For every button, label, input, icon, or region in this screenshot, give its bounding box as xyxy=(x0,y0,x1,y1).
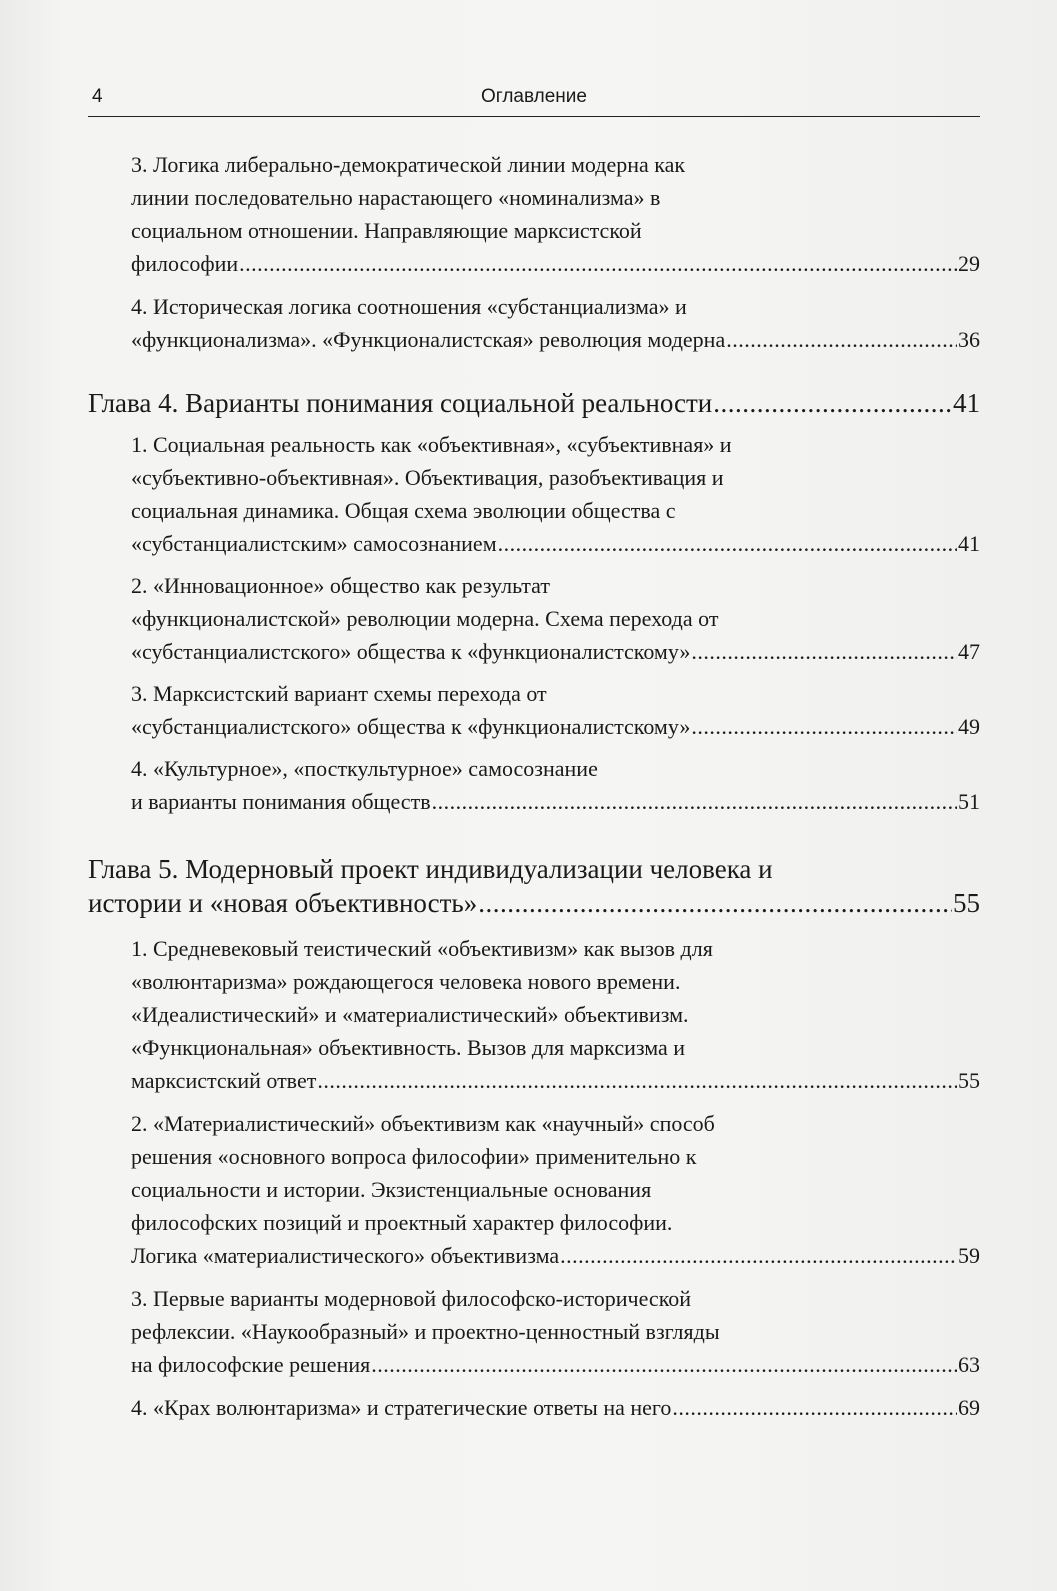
toc-entry-line: «субстанциалистского» общества к «функционалистскому» xyxy=(131,714,691,739)
toc-leader-row xyxy=(88,386,980,420)
dot-leader xyxy=(560,1239,957,1272)
toc-page-number: 36 xyxy=(958,327,980,352)
toc-page-number: 55 xyxy=(953,888,980,918)
toc-page-number: 41 xyxy=(958,531,980,556)
toc-section-entry[interactable] xyxy=(131,569,980,668)
toc-entry-line: «Функциональная» объективность. Вызов для марксизма и xyxy=(131,1035,686,1060)
toc-section-entry[interactable] xyxy=(131,752,980,818)
toc-entry-line: социальном отношении. Направляющие марксистской xyxy=(131,218,642,243)
toc-entry-line: линии последовательно нарастающего «номинализма» в xyxy=(131,185,661,210)
toc-entry-line: 4. Историческая логика соотношения «субстанциализма» и xyxy=(131,294,687,319)
toc-leader-row xyxy=(131,323,980,356)
toc-entry-line: и варианты понимания обществ xyxy=(131,789,431,814)
running-title: Оглавление xyxy=(481,86,587,107)
toc-leader-row xyxy=(131,247,980,280)
toc-entry-line: «субстанциалистским» самосознанием xyxy=(131,531,497,556)
toc-leader-row xyxy=(131,527,980,560)
toc-entry-line: «функционалистской» революции модерна. Схема перехода от xyxy=(131,606,719,631)
toc-entry-line: социальности и истории. Экзистенциальные основания xyxy=(131,1177,652,1202)
toc-section-entry[interactable] xyxy=(131,428,980,560)
toc-leader-row xyxy=(131,1391,980,1424)
toc-entry-line: истории и «новая объективность» xyxy=(88,888,478,918)
toc-entry-line: рефлексии. «Наукообразный» и проектно-ценностный взгляды xyxy=(131,1319,720,1344)
toc-section-entry[interactable] xyxy=(131,1391,980,1424)
toc-section-entry[interactable] xyxy=(131,1282,980,1381)
toc-section-entry[interactable] xyxy=(131,148,980,280)
toc-entry-line: 3. Логика либерально-демократической линии модерна как xyxy=(131,152,686,177)
toc-page-number: 47 xyxy=(958,639,980,664)
toc-section-entry[interactable] xyxy=(131,932,980,1097)
toc-page-number: 29 xyxy=(958,251,980,276)
toc-entry-line: 3. Первые варианты модерновой философско-исторической xyxy=(131,1286,692,1311)
toc-entry-line: «волюнтаризма» рождающегося человека нового времени. xyxy=(131,969,681,994)
toc-page-number: 51 xyxy=(958,789,980,814)
toc-entry-line: Логика «материалистического» объективизма xyxy=(131,1243,560,1268)
toc-entry-line: 4. «Культурное», «посткультурное» самосознание xyxy=(131,756,598,781)
toc-entry-line: 3. Марксистский вариант схемы перехода от xyxy=(131,681,547,706)
dot-leader xyxy=(726,323,957,356)
dot-leader xyxy=(691,710,957,743)
toc-entry-line: Глава 5. Модерновый проект индивидуализации человека и xyxy=(88,854,773,884)
toc-page-number: 41 xyxy=(953,388,980,418)
toc-entry-line: 2. «Материалистический» объективизм как «научный» способ xyxy=(131,1111,715,1136)
dot-leader xyxy=(239,247,957,280)
page-number: 4 xyxy=(92,86,103,107)
toc-entry-line: 4. «Крах волюнтаризма» и стратегические ответы на него xyxy=(131,1395,672,1420)
dot-leader xyxy=(672,1391,957,1424)
toc-chapter-entry[interactable] xyxy=(88,852,980,920)
toc-entry-line: 1. Социальная реальность как «объективная», «субъективная» и xyxy=(131,432,732,457)
table-of-contents xyxy=(88,148,980,1424)
toc-leader-row xyxy=(88,886,980,920)
toc-leader-row xyxy=(131,1064,980,1097)
toc-page-number: 55 xyxy=(958,1068,980,1093)
toc-entry-line: 1. Средневековый теистический «объективизм» как вызов для xyxy=(131,936,713,961)
toc-leader-row xyxy=(131,785,980,818)
toc-section-entry[interactable] xyxy=(131,1107,980,1272)
toc-entry-line: на философские решения xyxy=(131,1352,371,1377)
toc-entry-line: «Идеалистический» и «материалистический» объективизм. xyxy=(131,1002,689,1027)
toc-entry-line: решения «основного вопроса философии» применительно к xyxy=(131,1144,697,1169)
toc-leader-row xyxy=(131,1348,980,1381)
toc-entry-line: «субстанциалистского» общества к «функционалистскому» xyxy=(131,639,691,664)
toc-entry-line: социальная динамика. Общая схема эволюции общества с xyxy=(131,498,676,523)
toc-entry-line: философских позиций и проектный характер философии. xyxy=(131,1210,673,1235)
toc-page-number: 49 xyxy=(958,714,980,739)
dot-leader xyxy=(498,527,957,560)
dot-leader xyxy=(713,386,952,420)
dot-leader xyxy=(432,785,957,818)
toc-entry-line: «функционализма». «Функционалистская» революция модерна xyxy=(131,327,726,352)
dot-leader xyxy=(691,635,957,668)
toc-page-number: 63 xyxy=(958,1352,980,1377)
toc-page-number: 59 xyxy=(958,1243,980,1268)
toc-leader-row xyxy=(131,635,980,668)
dot-leader xyxy=(478,886,952,920)
toc-entry-line: марксистский ответ xyxy=(131,1068,317,1093)
dot-leader xyxy=(371,1348,957,1381)
dot-leader xyxy=(317,1064,957,1097)
toc-section-entry[interactable] xyxy=(131,677,980,743)
toc-entry-line: «субъективно-объективная». Объективация, разобъективация и xyxy=(131,465,724,490)
toc-entry-line: Глава 4. Варианты понимания социальной реальности xyxy=(88,388,713,418)
running-head xyxy=(88,78,980,117)
toc-leader-row xyxy=(131,710,980,743)
toc-leader-row xyxy=(131,1239,980,1272)
toc-entry-line: 2. «Инновационное» общество как результат xyxy=(131,573,550,598)
toc-entry-line: философии xyxy=(131,251,239,276)
toc-section-entry[interactable] xyxy=(131,290,980,356)
toc-chapter-entry[interactable] xyxy=(88,386,980,420)
toc-page-number: 69 xyxy=(958,1395,980,1420)
